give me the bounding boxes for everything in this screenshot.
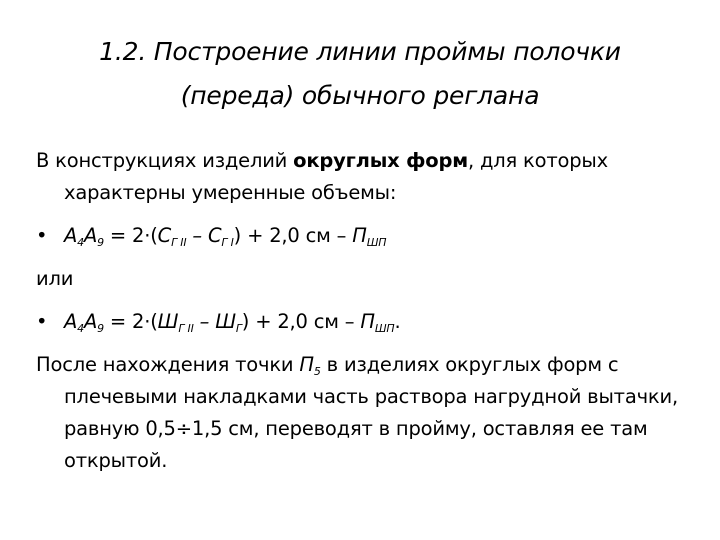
formula-2-a: A (64, 310, 78, 333)
formula-1-p-sub: ШП (366, 236, 387, 249)
title-line-1: 1.2. Построение линии проймы полочки (99, 37, 621, 66)
formula-1-c2: С (207, 224, 222, 247)
formula-1-c2-sub: Г I (221, 236, 234, 249)
formula-2-item (36, 306, 686, 338)
formula-1-mid: = 2·( (103, 224, 158, 247)
slide-title (30, 30, 690, 118)
formula-2-c1: Ш (157, 310, 179, 333)
intro-bold-term: округлых форм (293, 149, 468, 172)
formula-1-item (36, 220, 686, 252)
formula-2-mid: = 2·( (103, 310, 158, 333)
or-text: или (36, 267, 74, 290)
slide-body (36, 145, 686, 488)
formula-2-end: . (394, 310, 401, 333)
formula-2-b-sub: 9 (97, 322, 104, 335)
formula-2-b: A (83, 310, 98, 333)
after-paragraph (36, 349, 686, 477)
formula-2-minus: – (193, 310, 216, 333)
formula-1-c1: С (157, 224, 172, 247)
after-text-before: После нахождения точки (36, 353, 300, 376)
formula-1-tail: ) + 2,0 см – (233, 224, 353, 247)
after-point-p: П (299, 353, 314, 376)
formula-1-p: П (352, 224, 367, 247)
after-text-after: в изделиях округлых форм с плечевыми накладками часть раствора нагрудной вытачки, равную 0,5÷1,5 см, переводят в пройму, оставляя ее там открытой. (64, 353, 678, 472)
formula-2-c1-sub: Г II (178, 322, 194, 335)
formula-1-b: A (83, 224, 98, 247)
formula-2-a-sub: 4 (77, 322, 84, 335)
bullet-icon: • (36, 310, 48, 333)
formula-2-tail: ) + 2,0 см – (241, 310, 361, 333)
intro-text-before: В конструкциях изделий (36, 149, 294, 172)
intro-paragraph (36, 145, 686, 209)
formula-2-c2: Ш (215, 310, 236, 333)
after-point-p-sub: 5 (313, 365, 321, 378)
title-line-2: (переда) обычного реглана (180, 81, 540, 110)
formula-1-c1-sub: Г II (171, 236, 187, 249)
intro-text-after: , для которых характерны умеренные объемы: (64, 149, 608, 204)
formula-1-a: A (64, 224, 78, 247)
formula-1-b-sub: 9 (97, 236, 104, 249)
formula-1-a-sub: 4 (77, 236, 84, 249)
formula-1-minus: – (186, 224, 208, 247)
bullet-icon: • (36, 224, 48, 247)
formula-2-c2-sub: Г (235, 322, 242, 335)
formula-2-p: П (360, 310, 375, 333)
formula-2-p-sub: ШП (374, 322, 395, 335)
